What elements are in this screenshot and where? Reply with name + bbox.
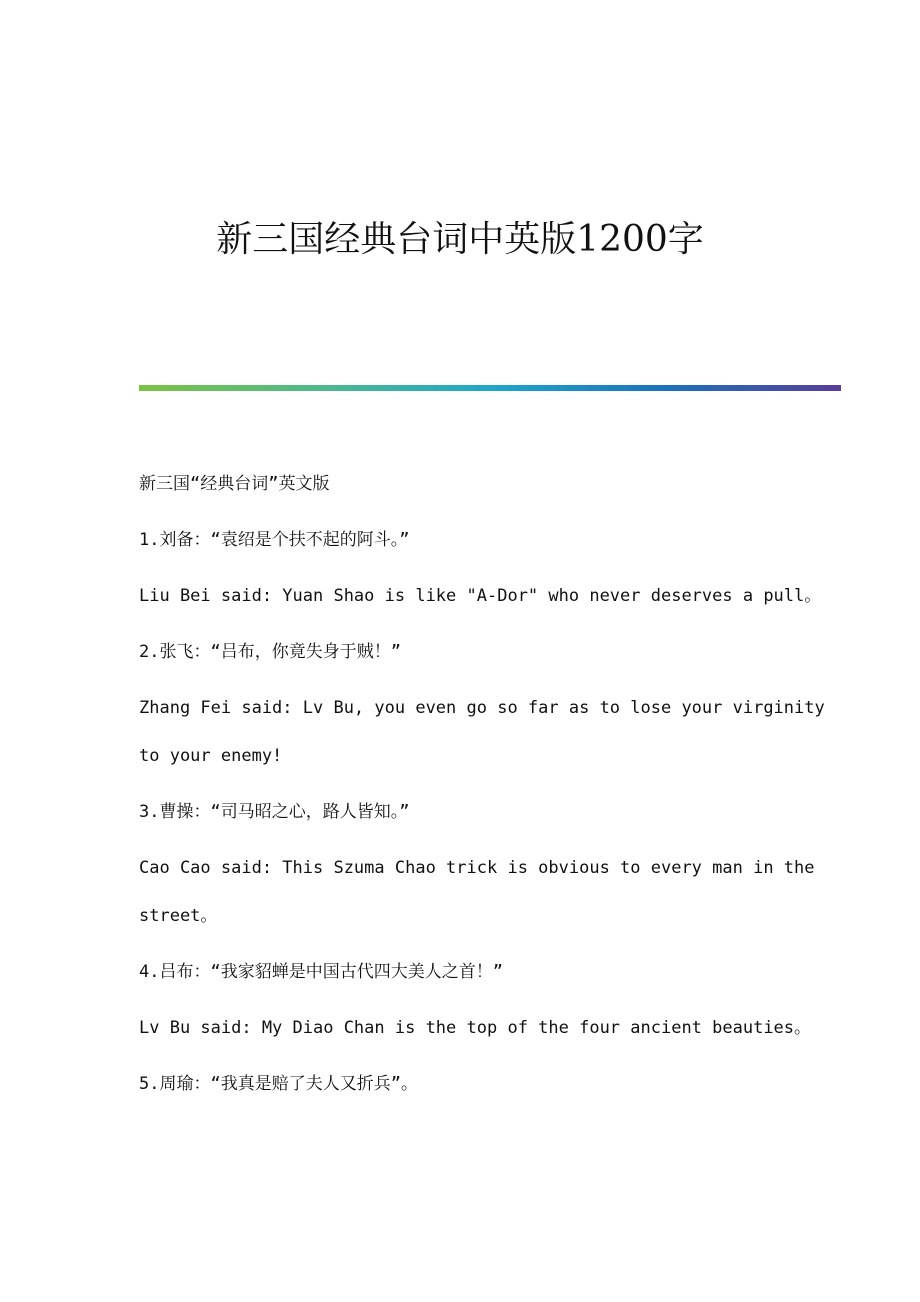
quote-english-3-line-2: street。 bbox=[139, 906, 218, 926]
quote-english-1: Liu Bei said: Yuan Shao is like "A-Dor" who never deserves a pull。 bbox=[139, 586, 822, 606]
page-title: 新三国经典台词中英版1200字 bbox=[216, 219, 704, 260]
quote-chinese-5: 5.周瑜：“我真是赔了夫人又折兵”。 bbox=[139, 1074, 418, 1094]
quote-english-4: Lv Bu said: My Diao Chan is the top of the four ancient beauties。 bbox=[139, 1018, 812, 1038]
quote-chinese-2: 2.张飞：“吕布，你竟失身于贼！” bbox=[139, 642, 401, 662]
section-heading: 新三国“经典台词”英文版 bbox=[139, 474, 330, 494]
quote-chinese-4: 4.吕布：“我家貂蝉是中国古代四大美人之首！” bbox=[139, 962, 503, 982]
quote-english-3-line-1: Cao Cao said: This Szuma Chao trick is obvious to every man in the bbox=[139, 858, 815, 878]
quote-chinese-3: 3.曹操：“司马昭之心，路人皆知。” bbox=[139, 802, 410, 822]
quote-english-2-line-2: to your enemy! bbox=[139, 746, 283, 766]
quote-english-2-line-1: Zhang Fei said: Lv Bu, you even go so far as to lose your virginity bbox=[139, 698, 825, 718]
quote-chinese-1: 1.刘备：“袁绍是个扶不起的阿斗。” bbox=[139, 530, 410, 550]
gradient-divider bbox=[139, 385, 841, 391]
